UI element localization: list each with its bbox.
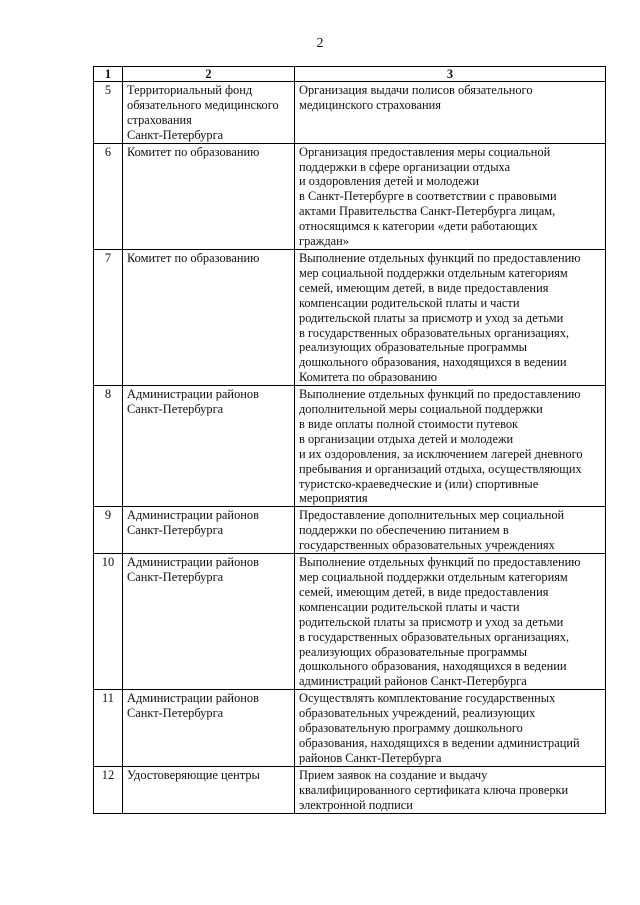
function-line: мер социальной поддержки отдельным категориям	[299, 570, 568, 584]
function-cell	[295, 554, 606, 690]
page-number: 2	[316, 36, 324, 51]
table-header-row	[94, 67, 606, 82]
function-line: пребывания и организаций отдыха, осуществляющих	[299, 461, 582, 476]
row-number: 6	[94, 143, 123, 249]
function-line: в государственных образовательных организациях,	[299, 325, 570, 340]
function-line: поддержки в сфере организации отдыха	[299, 159, 511, 174]
organization-cell	[123, 249, 295, 385]
function-line: мероприятия	[299, 491, 368, 506]
row-number: 12	[94, 766, 123, 813]
table-row	[94, 507, 606, 554]
function-line: Организация выдачи полисов обязательного	[299, 83, 533, 97]
organization-cell	[123, 386, 295, 507]
function-line: в виде оплаты полной стоимости путевок	[299, 416, 519, 431]
organization-cell	[123, 507, 295, 554]
table-row	[94, 766, 606, 813]
function-cell	[295, 143, 606, 249]
function-line: и их оздоровления, за исключением лагерей дневного	[299, 446, 583, 461]
function-line: в государственных образовательных организациях,	[299, 629, 570, 644]
row-number: 7	[94, 249, 123, 385]
organization-line: Санкт-Петербурга	[127, 127, 224, 142]
function-line: реализующих образовательные программы	[299, 644, 528, 659]
table-body	[94, 82, 606, 814]
function-line: Осуществлять комплектование государственных	[299, 691, 556, 706]
organization-line: Санкт-Петербурга	[127, 570, 224, 584]
function-line: электронной подписи	[299, 797, 413, 812]
function-line: районов Санкт-Петербурга	[299, 750, 442, 765]
organization-cell	[123, 766, 295, 813]
function-line: образовательную программу дошкольного	[299, 721, 523, 736]
organization-cell	[123, 143, 295, 249]
function-line: компенсации родительской платы и части	[299, 295, 520, 310]
organization-line: Санкт-Петербурга	[127, 402, 224, 417]
responsibility-table	[93, 66, 606, 814]
function-cell	[295, 690, 606, 767]
organization-line: Санкт-Петербурга	[127, 706, 224, 721]
function-line: квалифицированного сертификата ключа проверки	[299, 782, 569, 797]
function-line: Организация предоставления меры социальной	[299, 144, 551, 159]
table-row	[94, 554, 606, 690]
function-line: дошкольного образования, находящихся в ведении	[299, 355, 567, 370]
organization-line: Администрации районов	[127, 508, 259, 523]
table-row	[94, 690, 606, 767]
organization-cell	[123, 554, 295, 690]
function-line: граждан»	[299, 234, 349, 249]
function-line: образовательных учреждений, реализующих	[299, 706, 536, 721]
organization-line: Комитет по образованию	[127, 144, 260, 159]
function-line: актами Правительства Санкт-Петербурга лицам,	[299, 204, 556, 219]
function-line: образования, находящихся в ведении администраций	[299, 735, 580, 750]
organization-line: Комитет по образованию	[127, 250, 260, 265]
function-line: медицинского страхования	[299, 97, 441, 112]
function-line: и оздоровления детей и молодежи	[299, 174, 479, 189]
function-line: компенсации родительской платы и части	[299, 599, 520, 614]
organization-line: Территориальный фонд	[127, 83, 253, 97]
function-line: администраций районов Санкт-Петербурга	[299, 674, 527, 689]
function-line: Комитета по образованию	[299, 370, 437, 385]
function-line: Выполнение отдельных функций по предоставлению	[299, 250, 581, 265]
organization-line: Администрации районов	[127, 387, 259, 402]
function-line: семей, имеющим детей, в виде предоставления	[299, 584, 549, 599]
function-line: в Санкт-Петербурге в соответствии с правовыми	[299, 189, 557, 204]
column-header-function: 3	[295, 67, 606, 82]
function-line: дополнительной меры социальной поддержки	[299, 402, 543, 417]
table-row	[94, 249, 606, 385]
column-header-organization: 2	[123, 67, 295, 82]
function-cell	[295, 766, 606, 813]
function-line: реализующих образовательные программы	[299, 340, 528, 355]
function-line: в организации отдыха детей и молодежи	[299, 431, 514, 446]
function-cell	[295, 249, 606, 385]
organization-cell	[123, 690, 295, 767]
function-line: Выполнение отдельных функций по предоставлению	[299, 555, 581, 570]
organization-line: Администрации районов	[127, 691, 259, 706]
row-number: 10	[94, 554, 123, 690]
function-line: относящимся к категории «дети работающих	[299, 219, 538, 234]
row-number: 5	[94, 82, 123, 144]
function-cell	[295, 386, 606, 507]
row-number: 8	[94, 386, 123, 507]
function-line: родительской платы за присмотр и уход за детьми	[299, 310, 564, 325]
function-line: дошкольного образования, находящихся в ведении	[299, 659, 567, 674]
table-row	[94, 386, 606, 507]
function-line: семей, имеющим детей, в виде предоставления	[299, 280, 549, 295]
organization-line: страхования	[127, 112, 192, 127]
function-cell	[295, 82, 606, 144]
table-row	[94, 143, 606, 249]
row-number: 9	[94, 507, 123, 554]
function-line: родительской платы за присмотр и уход за детьми	[299, 614, 564, 629]
function-line: туристско-краеведческие и (или) спортивные	[299, 476, 539, 491]
organization-line: обязательного медицинского	[127, 97, 279, 112]
organization-line: Санкт-Петербурга	[127, 523, 224, 538]
organization-line: Администрации районов	[127, 555, 259, 570]
function-line: Предоставление дополнительных мер социальной	[299, 508, 565, 523]
function-line: Прием заявок на создание и выдачу	[299, 767, 488, 782]
table-row	[94, 82, 606, 144]
function-line: мер социальной поддержки отдельным категориям	[299, 265, 568, 280]
function-line: поддержки по обеспечению питанием в	[299, 523, 509, 538]
function-cell	[295, 507, 606, 554]
function-line: государственных образовательных учреждениях	[299, 538, 555, 553]
column-header-number: 1	[94, 67, 123, 82]
row-number: 11	[94, 690, 123, 767]
function-line: Выполнение отдельных функций по предоставлению	[299, 387, 581, 402]
organization-line: Удостоверяющие центры	[127, 767, 260, 782]
organization-cell	[123, 82, 295, 144]
